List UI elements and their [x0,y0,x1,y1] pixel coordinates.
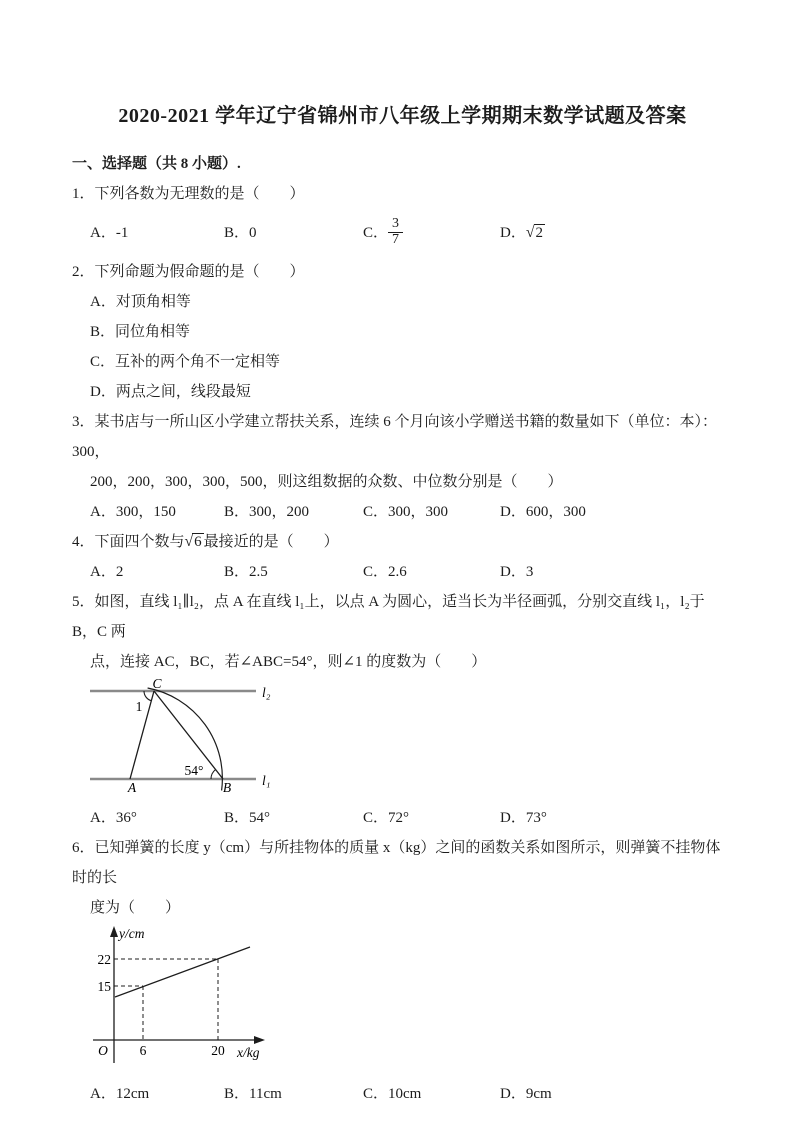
option-c: C．2.6 [363,564,407,580]
option-d: D．9cm [500,1086,552,1102]
x-tick-20: 20 [211,1043,225,1058]
question-1 [72,179,733,257]
point-c-label: C [152,677,162,691]
radical-sign: √ [184,533,194,550]
l2-label: l₂ [262,685,271,700]
y-axis-label: y/cm [119,926,145,941]
point-a-label: A [127,780,137,795]
option-b: B．300，200 [224,504,310,520]
option-d [500,218,733,248]
option-d: D．73° [500,810,547,826]
option-b: B．11cm [224,1086,282,1102]
option-d: D．3 [500,564,534,580]
question-4-stem [72,527,733,557]
sqrt-2: √2 [525,224,543,241]
option-a: A．2 [90,564,124,580]
fraction-three-sevenths [388,217,403,247]
option-c [363,215,500,248]
origin-label: O [98,1043,108,1058]
y-axis-arrow [110,926,118,937]
angle-54-mark [211,770,216,780]
angle-1-label: 1 [135,699,143,714]
x-axis-arrow [254,1036,265,1044]
question-2-stem: 2．下列命题为假命题的是（ ） [72,264,305,280]
question-3-options [72,497,733,527]
question-4-options [72,557,733,587]
question-1-stem: 1．下列各数为无理数的是（ ） [72,186,305,202]
y-tick-15: 15 [97,979,111,994]
question-6 [72,833,733,1109]
question-1-options [72,209,733,257]
question-5 [72,587,733,833]
x-axis-label: x/kg [237,1045,260,1060]
x-tick-6: 6 [139,1043,147,1058]
question-6-options [72,1079,733,1109]
question-3 [72,407,733,527]
question-5-stem-line1: 5．如图，直线 l₁∥l₂，点 A 在直线 l₁上，以点 A 为圆心，适当长为半径画弧，分别交直线 l₁，l₂于 B，C 两 [72,594,705,640]
question-6-stem-line2: 度为（ ） [90,900,181,916]
function-line [115,947,250,997]
question-2 [72,257,733,407]
option-b: B．0 [224,225,257,241]
radical-sign: √ [525,224,535,241]
option-a: A．对顶角相等 [90,294,191,310]
option-a: A．36° [90,810,137,826]
l1-label: l₁ [262,773,271,788]
option-c-label: C． [363,225,389,241]
fraction-numerator: 3 [392,215,400,231]
option-b: B．同位角相等 [90,324,191,340]
option-c: C．72° [363,810,410,826]
question-6-stem-line1: 6．已知弹簧的长度 y（cm）与所挂物体的质量 x（kg）之间的函数关系如图所示，则弹簧不挂物体时的长 [72,840,721,886]
option-a: A．12cm [90,1086,150,1102]
spring-graph [85,923,733,1071]
option-d: D．600，300 [500,504,586,520]
question-3-stem-line1: 3．某书店与一所山区小学建立帮扶关系，连续 6 个月向该小学赠送书籍的数量如下（单位：本）：300， [72,414,718,460]
option-c: C．互补的两个角不一定相等 [90,354,281,370]
option-d-label: D． [500,225,526,241]
option-d: D．两点之间，线段最短 [90,384,251,400]
angle-1-mark [144,691,151,701]
fraction-denominator: 7 [388,232,403,248]
section-heading: 一、选择题（共 8 小题）. [72,156,241,172]
option-b: B．2.5 [224,564,268,580]
question-3-stem-line2: 200，200，300，300，500，则这组数据的众数、中位数分别是（ ） [90,474,563,490]
point-b-label: B [222,780,232,795]
sqrt-6: √6 [184,533,202,550]
question-5-stem-line2: 点，连接 AC，BC，若∠ABC=54°，则∠1 的度数为（ ） [90,654,487,670]
option-a: A．300，150 [90,504,176,520]
question-4-stem-pre: 4．下面四个数与 [72,534,185,550]
page-title: 2020-2021 学年辽宁省锦州市八年级上学期期末数学试题及答案 [118,105,687,127]
geometry-figure [78,677,733,803]
question-4 [72,527,733,587]
parallel-lines-figure [78,677,278,803]
question-5-options [72,803,733,833]
option-b: B．54° [224,810,271,826]
line-graph [85,923,275,1071]
option-a: A．-1 [90,225,129,241]
option-c: C．300，300 [363,504,449,520]
angle-54-label: 54° [184,763,204,778]
option-c: C．10cm [363,1086,422,1102]
y-tick-22: 22 [97,952,111,967]
question-4-stem-post: 最接近的是（ ） [203,534,339,550]
